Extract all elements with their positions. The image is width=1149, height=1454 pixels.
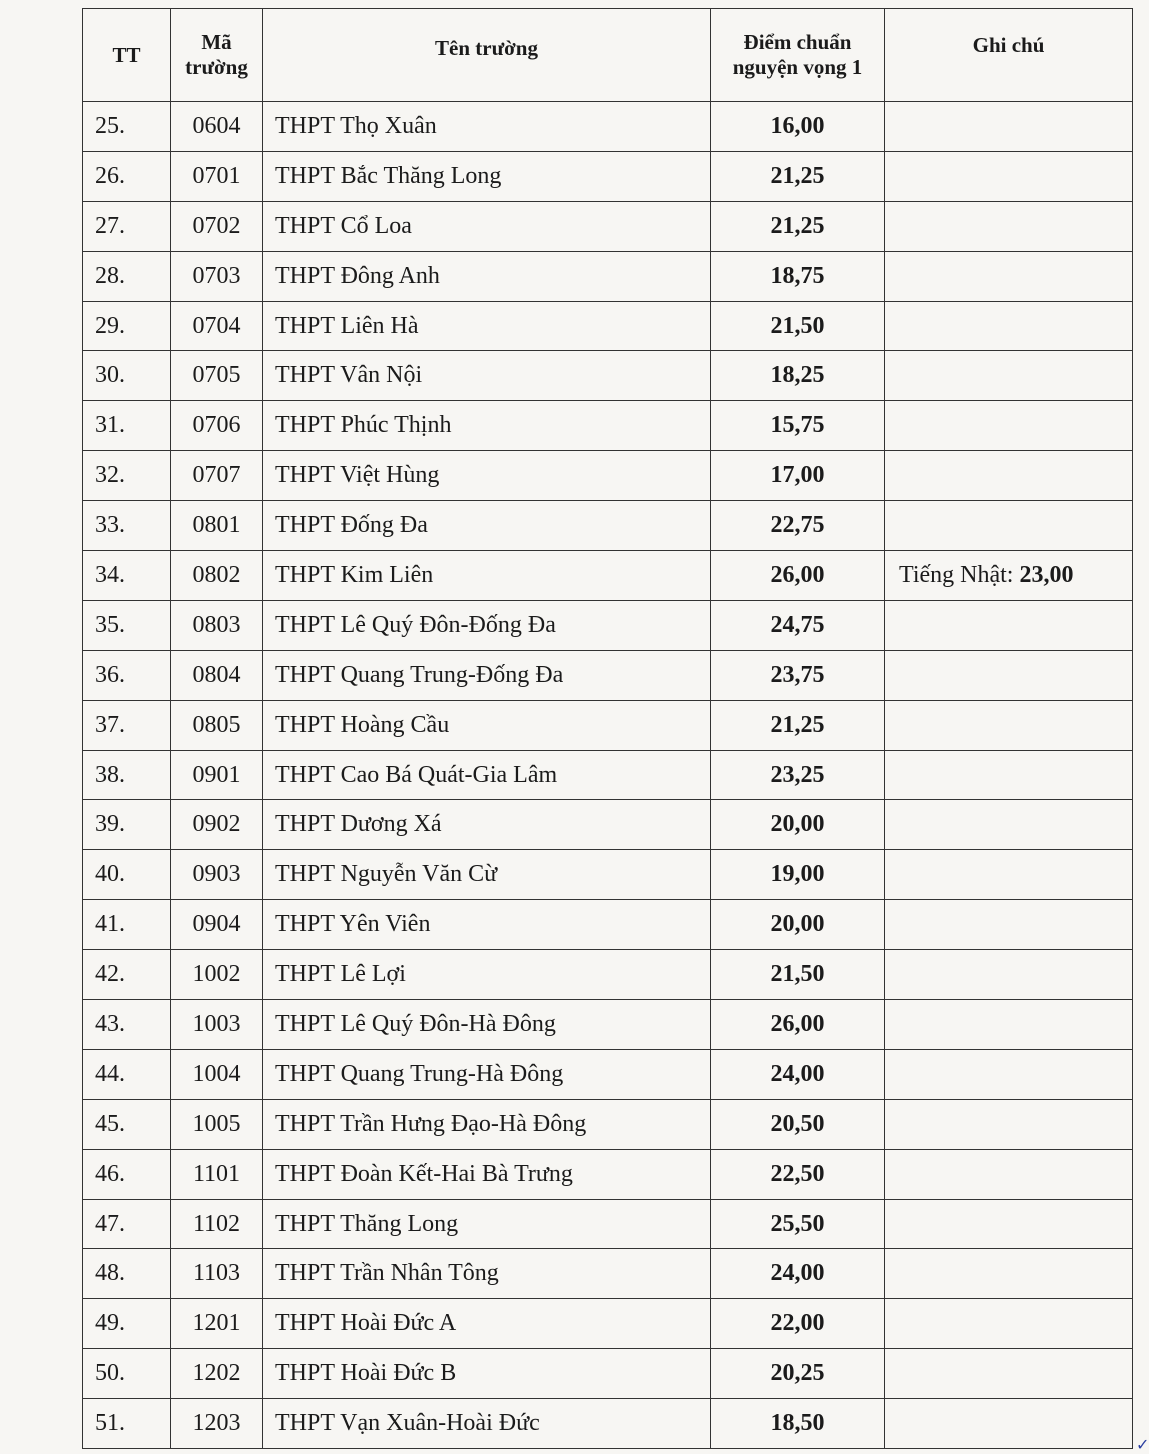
cutoff-score: 24,00 bbox=[711, 1049, 885, 1099]
row-index: 26. bbox=[83, 151, 171, 201]
school-code: 0705 bbox=[171, 351, 263, 401]
row-index: 33. bbox=[83, 501, 171, 551]
row-index: 36. bbox=[83, 650, 171, 700]
school-code: 0804 bbox=[171, 650, 263, 700]
table-body bbox=[83, 102, 1133, 1449]
school-name: THPT Hoàng Cầu bbox=[263, 700, 711, 750]
cutoff-score: 24,75 bbox=[711, 600, 885, 650]
school-code: 0701 bbox=[171, 151, 263, 201]
row-index: 42. bbox=[83, 950, 171, 1000]
row-index: 41. bbox=[83, 900, 171, 950]
row-index: 51. bbox=[83, 1399, 171, 1449]
row-index: 40. bbox=[83, 850, 171, 900]
header-cutoff-score: Điểm chuẩn nguyện vọng 1 bbox=[711, 9, 885, 102]
school-code: 1103 bbox=[171, 1249, 263, 1299]
note bbox=[885, 251, 1133, 301]
school-name: THPT Lê Quý Đôn-Hà Đông bbox=[263, 1000, 711, 1050]
school-name: THPT Thọ Xuân bbox=[263, 102, 711, 152]
cutoff-score: 19,00 bbox=[711, 850, 885, 900]
school-code: 1202 bbox=[171, 1349, 263, 1399]
school-name: THPT Trần Hưng Đạo-Hà Đông bbox=[263, 1099, 711, 1149]
table-row bbox=[83, 950, 1133, 1000]
table-row bbox=[83, 1349, 1133, 1399]
note bbox=[885, 1399, 1133, 1449]
school-code: 1002 bbox=[171, 950, 263, 1000]
cutoff-score: 21,25 bbox=[711, 700, 885, 750]
cutoff-score: 21,25 bbox=[711, 201, 885, 251]
table-row bbox=[83, 551, 1133, 601]
cutoff-score: 20,50 bbox=[711, 1099, 885, 1149]
cutoff-score: 18,75 bbox=[711, 251, 885, 301]
table-row bbox=[83, 800, 1133, 850]
school-name: THPT Cổ Loa bbox=[263, 201, 711, 251]
table-row bbox=[83, 850, 1133, 900]
school-code: 0803 bbox=[171, 600, 263, 650]
table-row bbox=[83, 451, 1133, 501]
school-code: 0604 bbox=[171, 102, 263, 152]
cutoff-score: 17,00 bbox=[711, 451, 885, 501]
header-note: Ghi chú bbox=[885, 9, 1133, 102]
header-school-name: Tên trường bbox=[263, 9, 711, 102]
row-index: 43. bbox=[83, 1000, 171, 1050]
school-name: THPT Đoàn Kết-Hai Bà Trưng bbox=[263, 1149, 711, 1199]
table-row bbox=[83, 750, 1133, 800]
cutoff-score: 22,50 bbox=[711, 1149, 885, 1199]
school-name: THPT Hoài Đức B bbox=[263, 1349, 711, 1399]
row-index: 32. bbox=[83, 451, 171, 501]
note bbox=[885, 501, 1133, 551]
row-index: 31. bbox=[83, 401, 171, 451]
note bbox=[885, 800, 1133, 850]
admission-score-table bbox=[82, 8, 1133, 1449]
school-name: THPT Vạn Xuân-Hoài Đức bbox=[263, 1399, 711, 1449]
note bbox=[885, 551, 1133, 601]
table-header-row bbox=[83, 9, 1133, 102]
row-index: 27. bbox=[83, 201, 171, 251]
school-name: THPT Bắc Thăng Long bbox=[263, 151, 711, 201]
cutoff-score: 20,00 bbox=[711, 900, 885, 950]
school-name: THPT Việt Hùng bbox=[263, 451, 711, 501]
table-row bbox=[83, 102, 1133, 152]
note bbox=[885, 301, 1133, 351]
row-index: 38. bbox=[83, 750, 171, 800]
school-name: THPT Liên Hà bbox=[263, 301, 711, 351]
note bbox=[885, 401, 1133, 451]
row-index: 45. bbox=[83, 1099, 171, 1149]
school-name: THPT Kim Liên bbox=[263, 551, 711, 601]
note bbox=[885, 1349, 1133, 1399]
cutoff-score: 23,75 bbox=[711, 650, 885, 700]
note bbox=[885, 850, 1133, 900]
school-code: 0703 bbox=[171, 251, 263, 301]
cutoff-score: 16,00 bbox=[711, 102, 885, 152]
cutoff-score: 18,25 bbox=[711, 351, 885, 401]
table-row bbox=[83, 1299, 1133, 1349]
row-index: 28. bbox=[83, 251, 171, 301]
table-row bbox=[83, 201, 1133, 251]
school-code: 0903 bbox=[171, 850, 263, 900]
row-index: 50. bbox=[83, 1349, 171, 1399]
note bbox=[885, 351, 1133, 401]
cutoff-score: 24,00 bbox=[711, 1249, 885, 1299]
school-code: 1003 bbox=[171, 1000, 263, 1050]
table-row bbox=[83, 401, 1133, 451]
school-code: 0702 bbox=[171, 201, 263, 251]
school-name: THPT Quang Trung-Đống Đa bbox=[263, 650, 711, 700]
table-row bbox=[83, 1149, 1133, 1199]
row-index: 34. bbox=[83, 551, 171, 601]
school-name: THPT Nguyễn Văn Cừ bbox=[263, 850, 711, 900]
note bbox=[885, 1299, 1133, 1349]
cutoff-score: 26,00 bbox=[711, 1000, 885, 1050]
table-row bbox=[83, 700, 1133, 750]
row-index: 30. bbox=[83, 351, 171, 401]
note bbox=[885, 1049, 1133, 1099]
cutoff-score: 20,00 bbox=[711, 800, 885, 850]
cutoff-score: 20,25 bbox=[711, 1349, 885, 1399]
note bbox=[885, 700, 1133, 750]
cutoff-score: 26,00 bbox=[711, 551, 885, 601]
table-row bbox=[83, 301, 1133, 351]
row-index: 44. bbox=[83, 1049, 171, 1099]
note bbox=[885, 750, 1133, 800]
school-code: 0904 bbox=[171, 900, 263, 950]
row-index: 39. bbox=[83, 800, 171, 850]
school-name: THPT Trần Nhân Tông bbox=[263, 1249, 711, 1299]
table-row bbox=[83, 1399, 1133, 1449]
school-code: 1101 bbox=[171, 1149, 263, 1199]
cutoff-score: 21,50 bbox=[711, 301, 885, 351]
table-row bbox=[83, 600, 1133, 650]
note bbox=[885, 201, 1133, 251]
note bbox=[885, 1149, 1133, 1199]
school-name: THPT Cao Bá Quát-Gia Lâm bbox=[263, 750, 711, 800]
school-code: 0704 bbox=[171, 301, 263, 351]
school-code: 0805 bbox=[171, 700, 263, 750]
school-code: 0801 bbox=[171, 501, 263, 551]
header-tt: TT bbox=[83, 9, 171, 102]
note bbox=[885, 151, 1133, 201]
note-label: Tiếng Nhật: bbox=[899, 561, 1020, 588]
school-code: 0902 bbox=[171, 800, 263, 850]
school-name: THPT Phúc Thịnh bbox=[263, 401, 711, 451]
cutoff-score: 21,50 bbox=[711, 950, 885, 1000]
table-row bbox=[83, 1049, 1133, 1099]
school-code: 0706 bbox=[171, 401, 263, 451]
row-index: 25. bbox=[83, 102, 171, 152]
row-index: 48. bbox=[83, 1249, 171, 1299]
pen-mark-icon: ✓ bbox=[1136, 1435, 1149, 1454]
table-row bbox=[83, 650, 1133, 700]
note bbox=[885, 950, 1133, 1000]
table-row bbox=[83, 501, 1133, 551]
note bbox=[885, 1099, 1133, 1149]
school-name: THPT Quang Trung-Hà Đông bbox=[263, 1049, 711, 1099]
table-row bbox=[83, 1199, 1133, 1249]
cutoff-score: 22,75 bbox=[711, 501, 885, 551]
row-index: 29. bbox=[83, 301, 171, 351]
school-code: 1102 bbox=[171, 1199, 263, 1249]
school-name: THPT Lê Lợi bbox=[263, 950, 711, 1000]
school-name: THPT Thăng Long bbox=[263, 1199, 711, 1249]
school-code: 0802 bbox=[171, 551, 263, 601]
note bbox=[885, 102, 1133, 152]
school-code: 0901 bbox=[171, 750, 263, 800]
cutoff-score: 25,50 bbox=[711, 1199, 885, 1249]
table-row bbox=[83, 351, 1133, 401]
row-index: 46. bbox=[83, 1149, 171, 1199]
note bbox=[885, 1199, 1133, 1249]
table-row bbox=[83, 1000, 1133, 1050]
school-name: THPT Đống Đa bbox=[263, 501, 711, 551]
note bbox=[885, 900, 1133, 950]
school-name: THPT Lê Quý Đôn-Đống Đa bbox=[263, 600, 711, 650]
table-row bbox=[83, 151, 1133, 201]
row-index: 37. bbox=[83, 700, 171, 750]
table-row bbox=[83, 251, 1133, 301]
cutoff-score: 22,00 bbox=[711, 1299, 885, 1349]
school-code: 1004 bbox=[171, 1049, 263, 1099]
school-name: THPT Yên Viên bbox=[263, 900, 711, 950]
school-code: 1201 bbox=[171, 1299, 263, 1349]
row-index: 35. bbox=[83, 600, 171, 650]
note bbox=[885, 1249, 1133, 1299]
table-row bbox=[83, 1249, 1133, 1299]
school-name: THPT Vân Nội bbox=[263, 351, 711, 401]
school-name: THPT Dương Xá bbox=[263, 800, 711, 850]
row-index: 47. bbox=[83, 1199, 171, 1249]
note bbox=[885, 451, 1133, 501]
row-index: 49. bbox=[83, 1299, 171, 1349]
note bbox=[885, 650, 1133, 700]
table-row bbox=[83, 900, 1133, 950]
cutoff-score: 18,50 bbox=[711, 1399, 885, 1449]
note bbox=[885, 600, 1133, 650]
note-value: 23,00 bbox=[1019, 561, 1074, 588]
table-row bbox=[83, 1099, 1133, 1149]
school-name: THPT Đông Anh bbox=[263, 251, 711, 301]
cutoff-score: 15,75 bbox=[711, 401, 885, 451]
school-code: 1203 bbox=[171, 1399, 263, 1449]
cutoff-score: 21,25 bbox=[711, 151, 885, 201]
note bbox=[885, 1000, 1133, 1050]
school-name: THPT Hoài Đức A bbox=[263, 1299, 711, 1349]
school-code: 0707 bbox=[171, 451, 263, 501]
school-code: 1005 bbox=[171, 1099, 263, 1149]
cutoff-score: 23,25 bbox=[711, 750, 885, 800]
header-school-code: Mã trường bbox=[171, 9, 263, 102]
